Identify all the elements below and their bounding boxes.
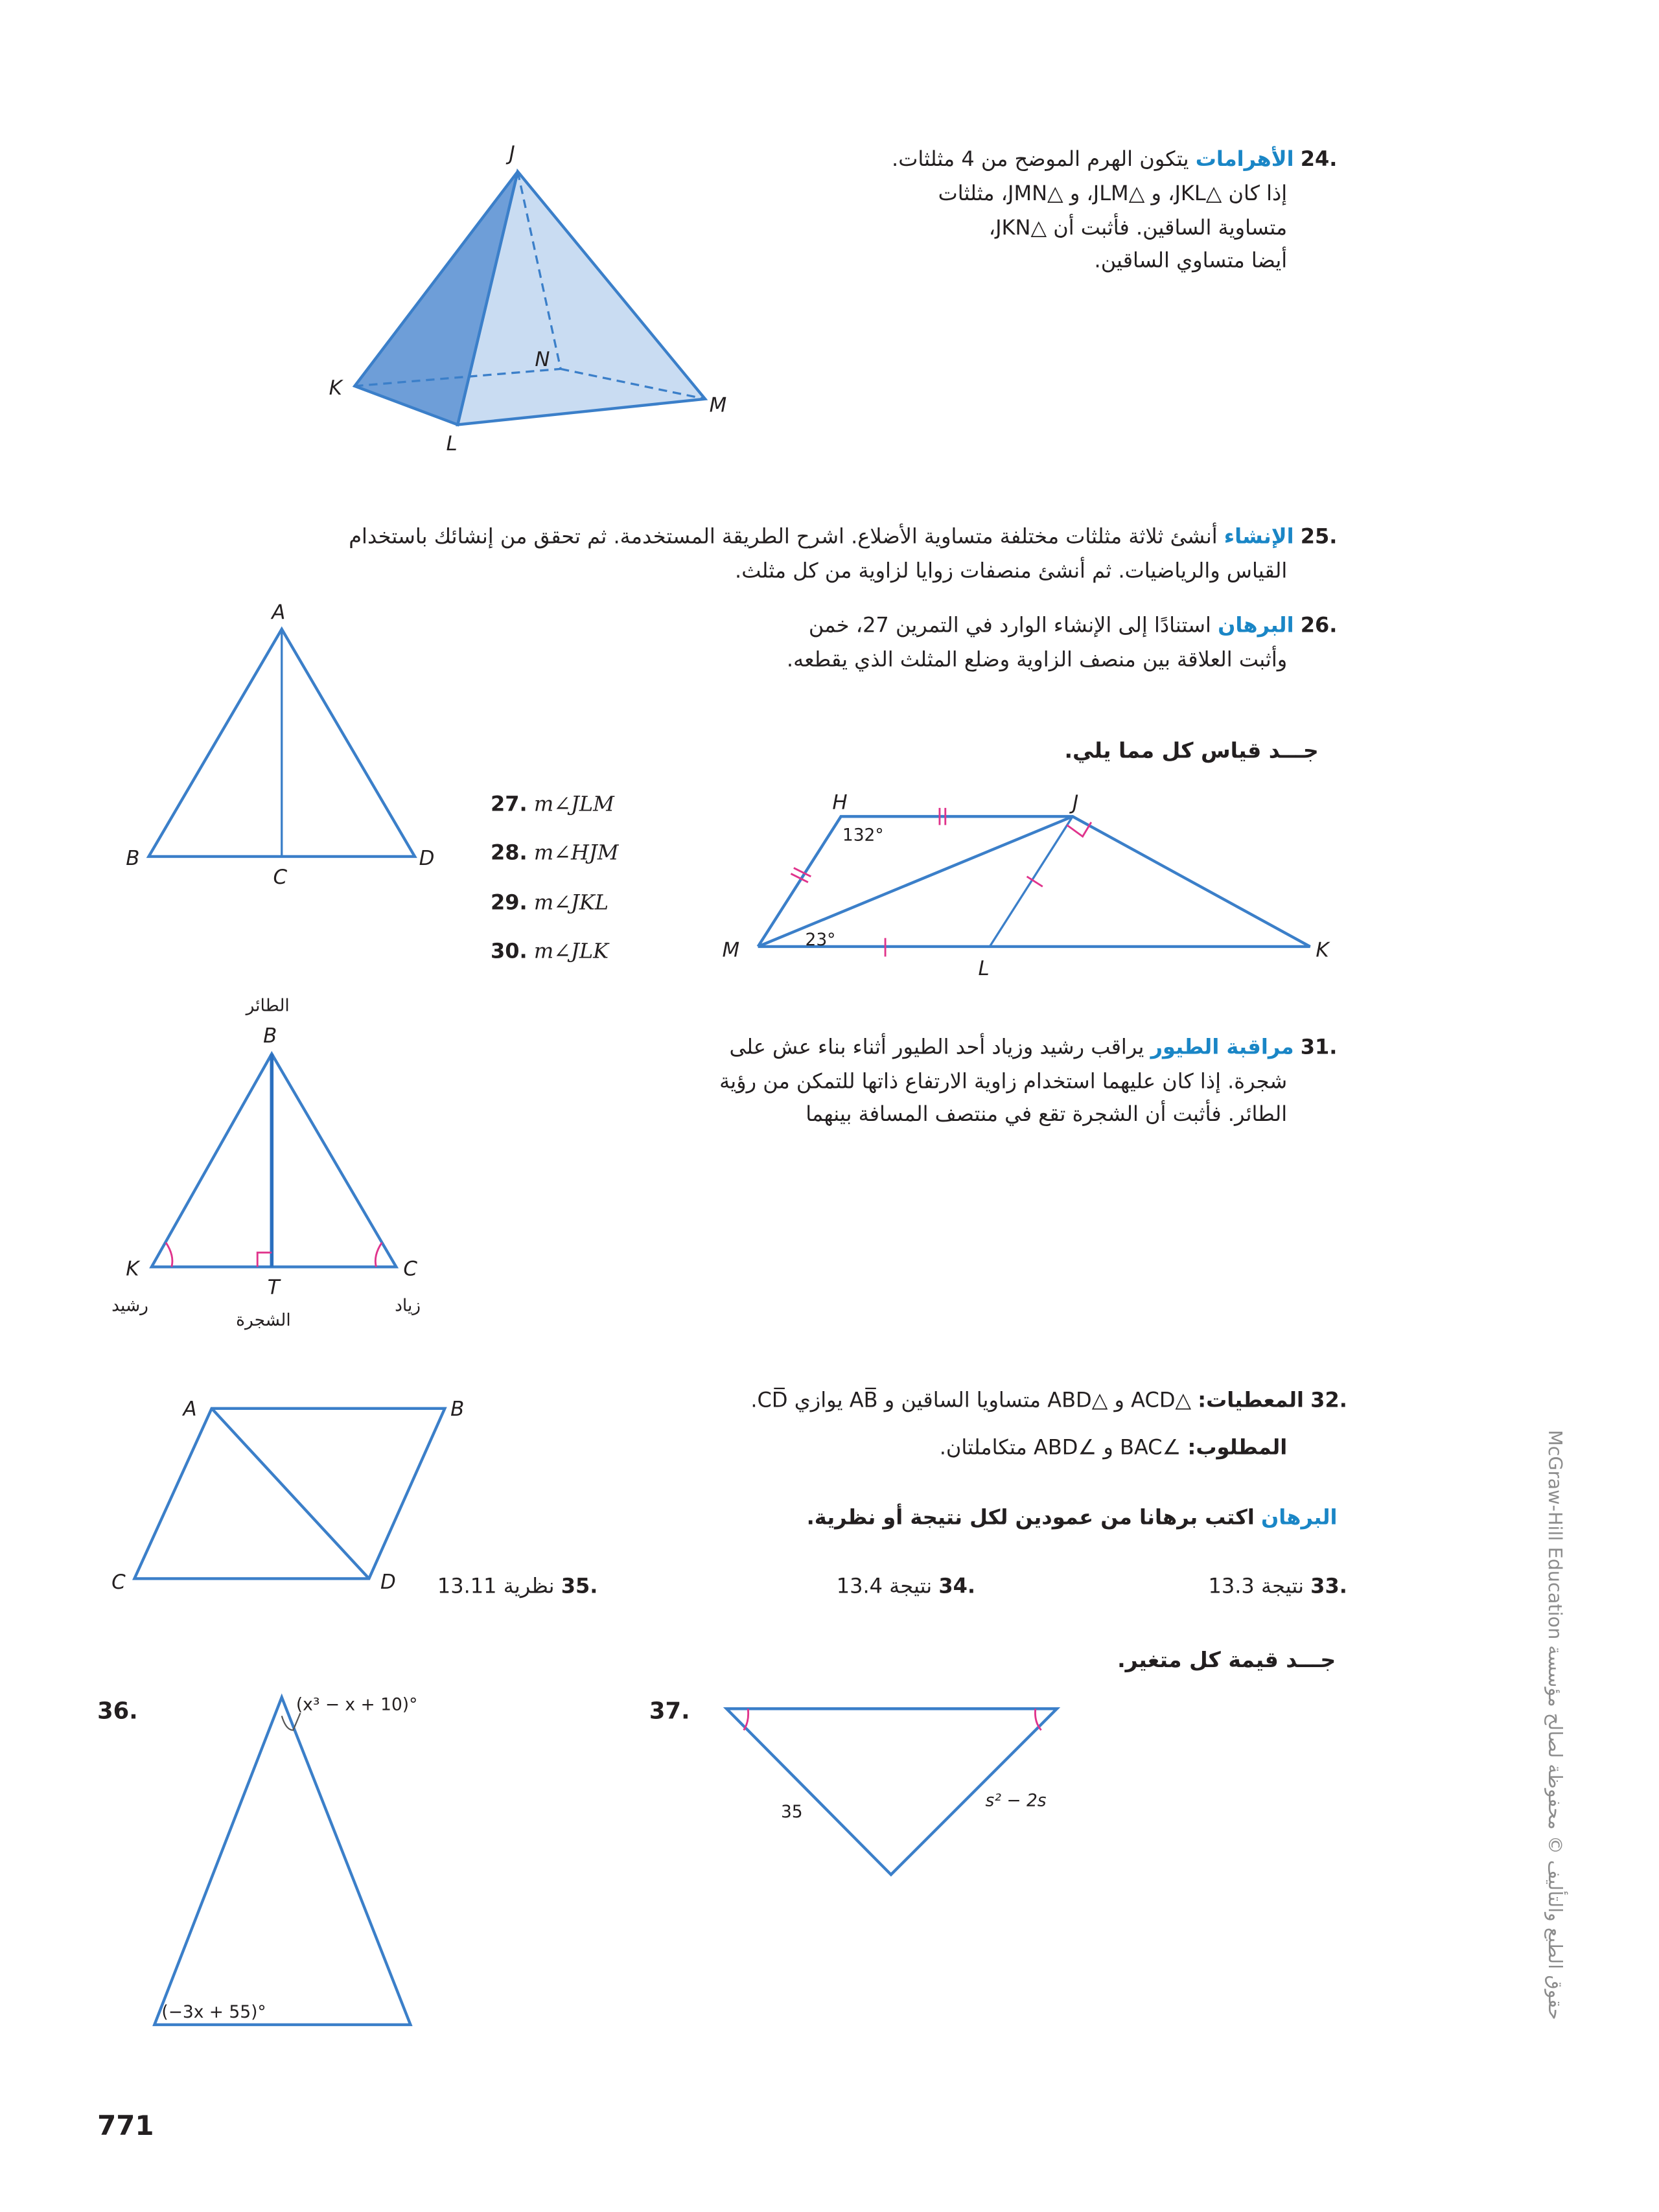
page-number: 771 [97, 2110, 154, 2142]
prove-label: المطلوب: [1187, 1436, 1288, 1460]
q31-line2: شجرة. إذا كان عليهما استخدام زاوية الارتفاع ذاتها للتمكن من رؤية [719, 1070, 1288, 1094]
triangle-abd-figure [126, 601, 434, 889]
label-C: C [273, 865, 288, 889]
question-keyword: البرهان [1218, 614, 1294, 638]
label-A: A [183, 1397, 197, 1421]
exercise-number: 28. [490, 842, 528, 866]
label-D: D [419, 847, 435, 871]
label-bird: الطائر [246, 995, 290, 1016]
label-L: L [978, 957, 990, 981]
question-keyword: الأهرامات [1195, 148, 1294, 172]
label-K: K [126, 1257, 139, 1281]
side-left-label: 35 [780, 1801, 803, 1822]
label-A: A [272, 601, 286, 625]
exercise-36-number: 36. [97, 1697, 138, 1725]
exercise-number: .35 [561, 1576, 598, 1599]
given-text: △ACD و △ABD متساويا الساقين و AB̅ يوازي CD̅. [750, 1390, 1192, 1413]
triangle-36-figure [154, 1694, 417, 2025]
question-keyword: مراقبة الطيور [1150, 1037, 1294, 1060]
triangle-37-figure [726, 1709, 1057, 1874]
exercise-expression: m∠JLM [533, 793, 614, 817]
question-text: استنادًا إلى الإنشاء الوارد في التمرين 27، خمن [808, 614, 1211, 638]
proof-instruction [807, 1501, 1338, 1536]
measure-heading: جـــد قياس كل مما يلي. [1064, 737, 1319, 764]
side-right-label: s² − 2s [985, 1790, 1047, 1811]
exercise-27 [491, 788, 614, 822]
label-D: D [380, 1570, 396, 1594]
exercise-34 [837, 1570, 975, 1604]
label-B: B [126, 847, 140, 871]
angle-m-label: 23° [805, 929, 836, 950]
exercise-number: 29. [490, 892, 528, 916]
q26-line2: وأثبت العلاقة بين منصف الزاوية وضلع المثلث الذي يقطعه. [786, 649, 1288, 673]
label-J: J [509, 142, 515, 166]
question-number: .24 [1300, 148, 1338, 172]
pyramid-figure [329, 142, 727, 455]
bird-watching-figure [111, 995, 421, 1330]
exercise-28 [491, 836, 619, 871]
label-C: C [111, 1570, 126, 1594]
question-26 [809, 609, 1338, 643]
exercise-text: نتيجة 13.4 [836, 1576, 933, 1599]
exercise-expression: m∠HJM [533, 842, 619, 866]
label-H: H [832, 791, 848, 815]
q24-line4: أيضا متساوي الساقين. [1094, 250, 1288, 273]
question-keyword: الإنشاء [1224, 526, 1294, 549]
exercise-number: .33 [1310, 1576, 1347, 1599]
exercise-29 [491, 886, 609, 921]
exercise-30 [491, 935, 609, 969]
label-rashid: رشيد [111, 1295, 148, 1316]
label-N: N [535, 347, 550, 371]
label-L: L [446, 432, 458, 456]
label-K: K [329, 376, 342, 400]
exercise-text: نتيجة 13.3 [1208, 1576, 1305, 1599]
exercise-expression: m∠JLK [533, 941, 609, 964]
exercise-text: نظرية 13.11 [437, 1576, 555, 1599]
question-number: .26 [1300, 614, 1338, 638]
question-number: .25 [1300, 526, 1338, 549]
question-number: .31 [1300, 1037, 1338, 1060]
angle-h-label: 132° [842, 825, 884, 846]
label-T: T [267, 1276, 280, 1300]
question-number: .32 [1310, 1390, 1347, 1413]
exercise-number: 27. [490, 793, 528, 817]
question-text: يتكون الهرم الموضح من 4 مثلثات. [892, 148, 1189, 172]
prove-text: ∠BAC و ∠ABD متكاملتان. [939, 1436, 1181, 1460]
parallelogram-figure [111, 1398, 464, 1594]
exercise-35 [437, 1570, 598, 1604]
q31-line3: الطائر. فأثبت أن الشجرة تقع في منتصف المسافة بينهما [806, 1103, 1288, 1127]
q32-prove [940, 1431, 1287, 1466]
label-J: J [1073, 791, 1079, 815]
proof-text: اكتب برهانا من عمودين لكل نتيجة أو نظرية. [806, 1507, 1255, 1530]
copyright-notice: McGraw-Hill Education حقوق الطبع والتأليف © محفوظة لصالح مؤسسة [1543, 1429, 1565, 2020]
proof-keyword: البرهان [1260, 1507, 1338, 1530]
variables-heading: جـــد قيمة كل متغير. [1117, 1647, 1336, 1674]
question-31 [729, 1031, 1337, 1065]
label-B: B [450, 1397, 465, 1421]
exercise-expression: m∠JKL [533, 892, 609, 916]
q24-line2: إذا كان △JKL، و △JLM، و △JMN، مثلثات [938, 183, 1288, 206]
question-25 [349, 520, 1337, 555]
label-K: K [1316, 938, 1329, 962]
question-32 [750, 1384, 1347, 1418]
exercise-number: .34 [938, 1576, 976, 1599]
question-text: يراقب رشيد وزياد أحد الطيور أثناء بناء عش على [729, 1037, 1144, 1060]
given-label: المعطيات: [1198, 1390, 1305, 1413]
question-24 [892, 143, 1337, 178]
label-M: M [709, 393, 727, 417]
question-text: أنشئ ثلاثة مثلثات مختلفة متساوية الأضلاع. اشرح الطريقة المستخدمة. ثم تحقق من إنشائك باستخدام [349, 526, 1218, 549]
label-M: M [722, 938, 740, 962]
label-C: C [403, 1257, 417, 1281]
exercise-number: 30. [490, 941, 528, 964]
quadrilateral-figure [722, 791, 1330, 980]
label-ziad: زياد [395, 1295, 421, 1316]
q24-line3: متساوية الساقين. فأثبت أن △JKN، [988, 217, 1288, 240]
label-B: B [263, 1024, 277, 1048]
q25-line2: القياس والرياضيات. ثم أنشئ منصفات زوايا لزاوية من كل مثلث. [735, 560, 1288, 584]
angle-top-label: (x³ − x + 10)° [296, 1694, 418, 1715]
exercise-33 [1209, 1570, 1347, 1604]
label-tree: الشجرة [236, 1309, 291, 1330]
angle-bottom-label: (−3x + 55)° [161, 2001, 266, 2022]
exercise-37-number: 37. [649, 1697, 690, 1725]
